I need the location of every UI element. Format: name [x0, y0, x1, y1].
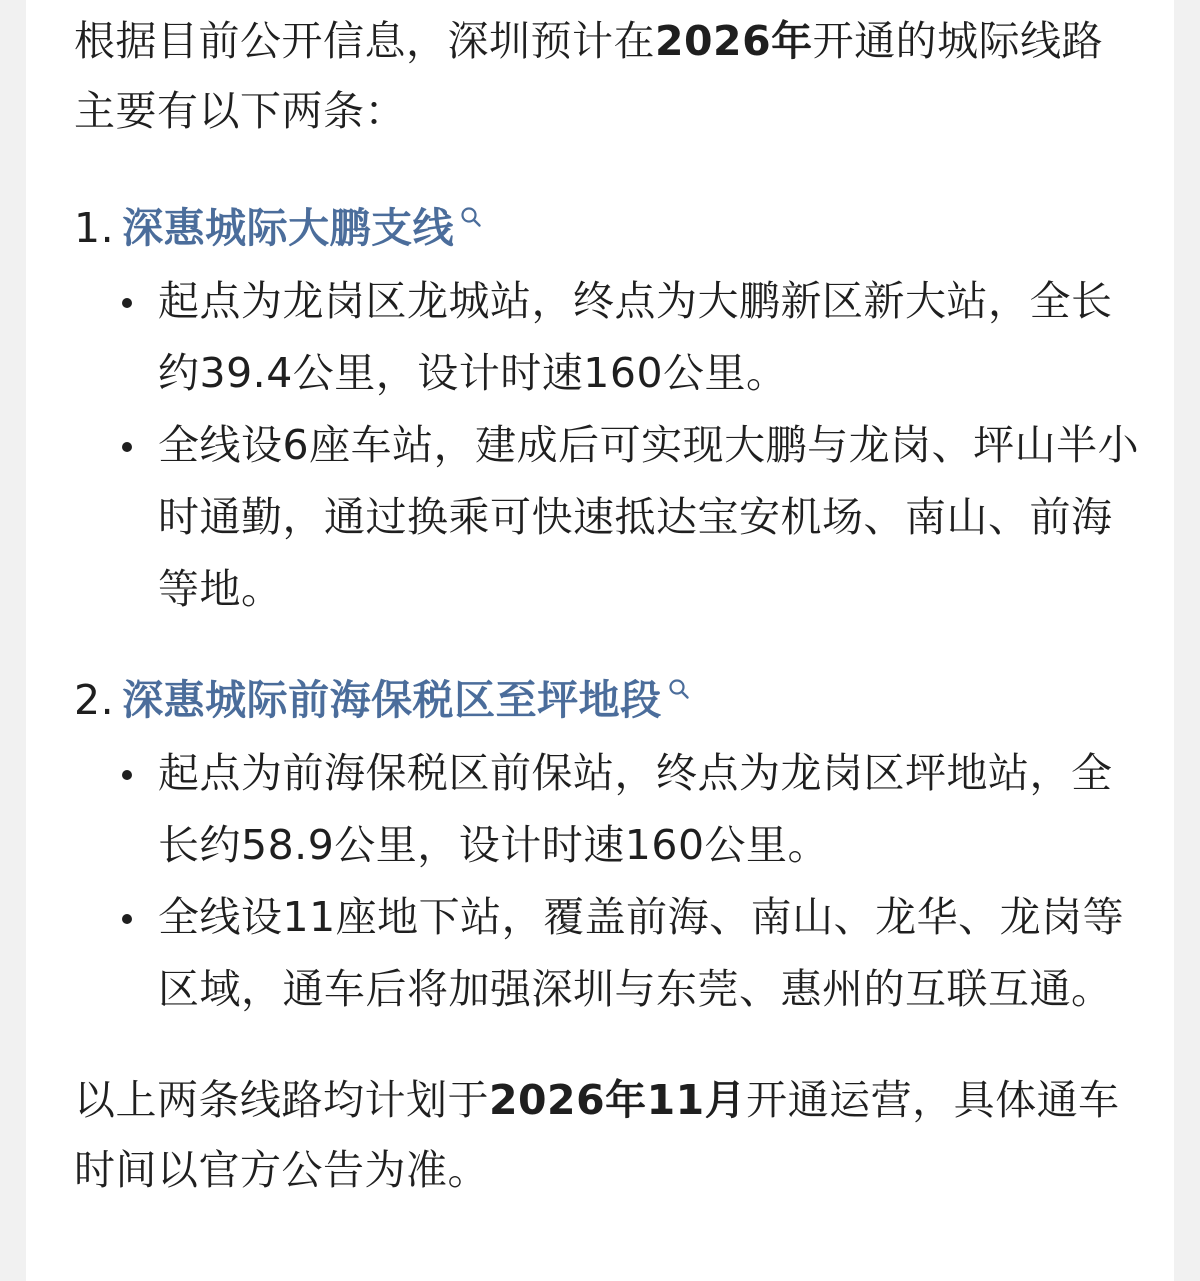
intro-text-end: 开通的城际线路主要有以下两条：: [74, 17, 1104, 135]
search-icon[interactable]: [668, 678, 690, 700]
bullet-text: 起点为龙岗区龙城站，终点为大鹏新区新大站，全长约39.4公里，设计时速160公里。: [158, 277, 1113, 397]
bullet-dot: [122, 442, 132, 452]
conclusion-date: 2026年11月: [489, 1076, 747, 1124]
list-number: 1.: [74, 204, 115, 252]
conclusion-text-end: 开通运营，具体通车时间以官方公告为准。: [74, 1076, 1120, 1194]
conclusion-paragraph: [74, 1065, 1144, 1205]
line-item-1-title-row: [74, 193, 1144, 263]
intro-year: 2026年: [655, 17, 813, 65]
search-icon[interactable]: [460, 206, 482, 228]
line-item-1-link[interactable]: 深惠城际大鹏支线: [122, 204, 455, 252]
list-item: [158, 265, 1144, 409]
intro-text-start: 根据目前公开信息，深圳预计在: [74, 17, 655, 65]
line-item-1-bullets: [74, 265, 1144, 625]
list-item: [158, 737, 1144, 881]
line-item-2-link[interactable]: 深惠城际前海保税区至坪地段: [122, 676, 662, 724]
chat-response-panel: [26, 0, 1174, 1281]
bullet-text: 全线设11座地下站，覆盖前海、南山、龙华、龙岗等区域，通车后将加强深圳与东莞、惠州的互联互通。: [158, 893, 1125, 1013]
line-item-1: [74, 193, 1144, 625]
intro-paragraph: [74, 6, 1144, 146]
line-item-2: [74, 665, 1144, 1025]
list-item: [158, 881, 1144, 1025]
bullet-text: 起点为前海保税区前保站，终点为龙岗区坪地站，全长约58.9公里，设计时速160公里。: [158, 749, 1113, 869]
response-content: [74, 6, 1144, 1205]
list-number: 2.: [74, 676, 115, 724]
line-item-2-bullets: [74, 737, 1144, 1025]
line-item-2-title-row: [74, 665, 1144, 735]
list-item: [158, 409, 1144, 625]
conclusion-block: [74, 1065, 1144, 1205]
bullet-dot: [122, 298, 132, 308]
conclusion-text-start: 以上两条线路均计划于: [74, 1076, 489, 1124]
bullet-dot: [122, 770, 132, 780]
bullet-text: 全线设6座车站，建成后可实现大鹏与龙岗、坪山半小时通勤，通过换乘可快速抵达宝安机场、南山、前海等地。: [158, 421, 1140, 613]
bullet-dot: [122, 914, 132, 924]
